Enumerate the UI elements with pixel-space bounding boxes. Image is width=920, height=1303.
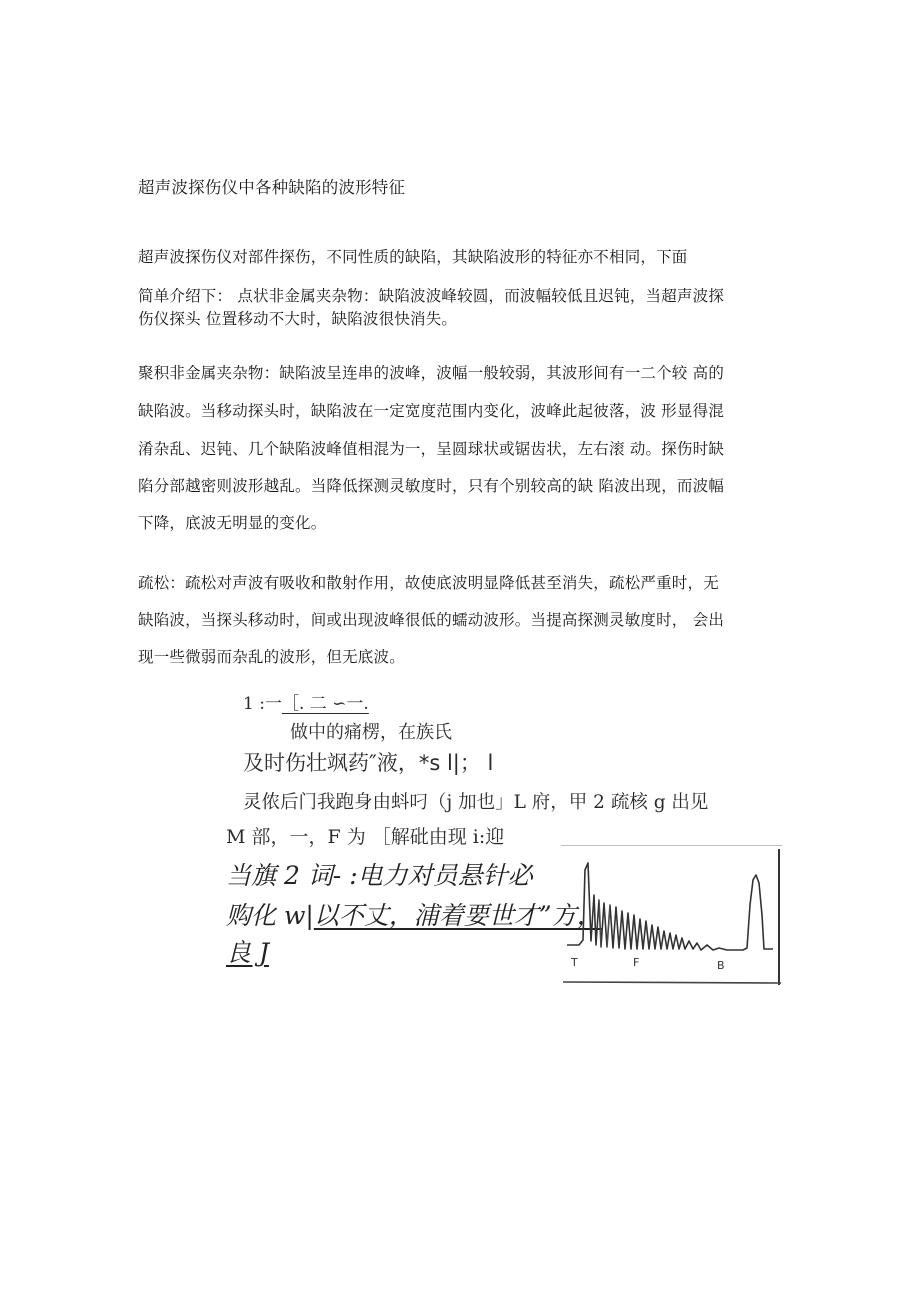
paragraph-line: 淆杂乱、迟钝、几个缺陷波峰值相混为一，呈圆球状或锯齿状，左右滚 动。探伤时缺 [138, 440, 725, 458]
paragraph-line: 缺陷波，当探头移动时，间或出现波峰很低的蠕动波形。当提高探测灵敏度时， 会出 [138, 611, 725, 629]
label-T: T [571, 956, 578, 969]
ocr-underlined-text: ［. 二 ∽一. [281, 694, 369, 714]
ocr-line: 灵侬后门我跑身由蚪叼（j 加也」L 府，甲 2 疏核 g 出见 [243, 792, 709, 813]
figure-border-bottom [563, 982, 781, 983]
paragraph-line: 疏松：疏松对声波有吸收和散射作用，故使底波明显降低甚至消失，疏松严重时，无 [138, 574, 719, 592]
document-title: 超声波探伤仪中各种缺陷的波形特征 [138, 178, 406, 197]
label-B: B [717, 959, 725, 972]
ocr-line: 良 J [226, 938, 269, 967]
paragraph-line: 聚积非金属夹杂物：缺陷波呈连串的波峰，波幅一般较弱，其波形间有一二个较 高的 [138, 364, 725, 382]
ocr-line: 当旗 2 词- :电力对员悬针必 [226, 861, 533, 890]
ocr-line: 做中的痛楞，在族氏 [290, 722, 452, 743]
paragraph-line: 现一些微弱而杂乱的波形，但无底波。 [138, 648, 405, 666]
paragraph-line: 缺陷波。当移动探头时，缺陷波在一定宽度范围内变化，波峰此起彼落，波 形显得混 [138, 402, 725, 420]
ocr-line [243, 689, 369, 714]
ocr-text: 1 :一 [243, 694, 282, 714]
ocr-text: 购化 w| [226, 901, 314, 930]
paragraph-line: 简单介绍下： 点状非金属夹杂物：缺陷波波峰较圆，而波幅较低且迟钝，当超声波探 [138, 287, 725, 305]
waveform-trace [567, 863, 773, 950]
ocr-line [226, 896, 602, 932]
paragraph-line: 伤仪探头 位置移动不大时，缺陷波很快消失。 [138, 310, 458, 328]
label-F: F [633, 956, 640, 969]
paragraph-line: 超声波探伤仪对部件探伤，不同性质的缺陷，其缺陷波形的特征亦不相同，下面 [138, 248, 688, 266]
paragraph-line: 陷分部越密则波形越乱。当降低探测灵敏度时，只有个别较高的缺 陷波出现，而波幅 [138, 477, 725, 495]
ocr-underlined-text: 以不丈，浦着要世才”方， [313, 901, 602, 930]
waveform-figure [561, 845, 783, 987]
paragraph-line: 下降，底波无明显的变化。 [138, 514, 327, 532]
ocr-line: 及时伤壮飒药″液，*s l|； l [243, 751, 494, 775]
ocr-line: M 部，一，F 为 ［解砒由现 i:迎 [226, 826, 505, 848]
